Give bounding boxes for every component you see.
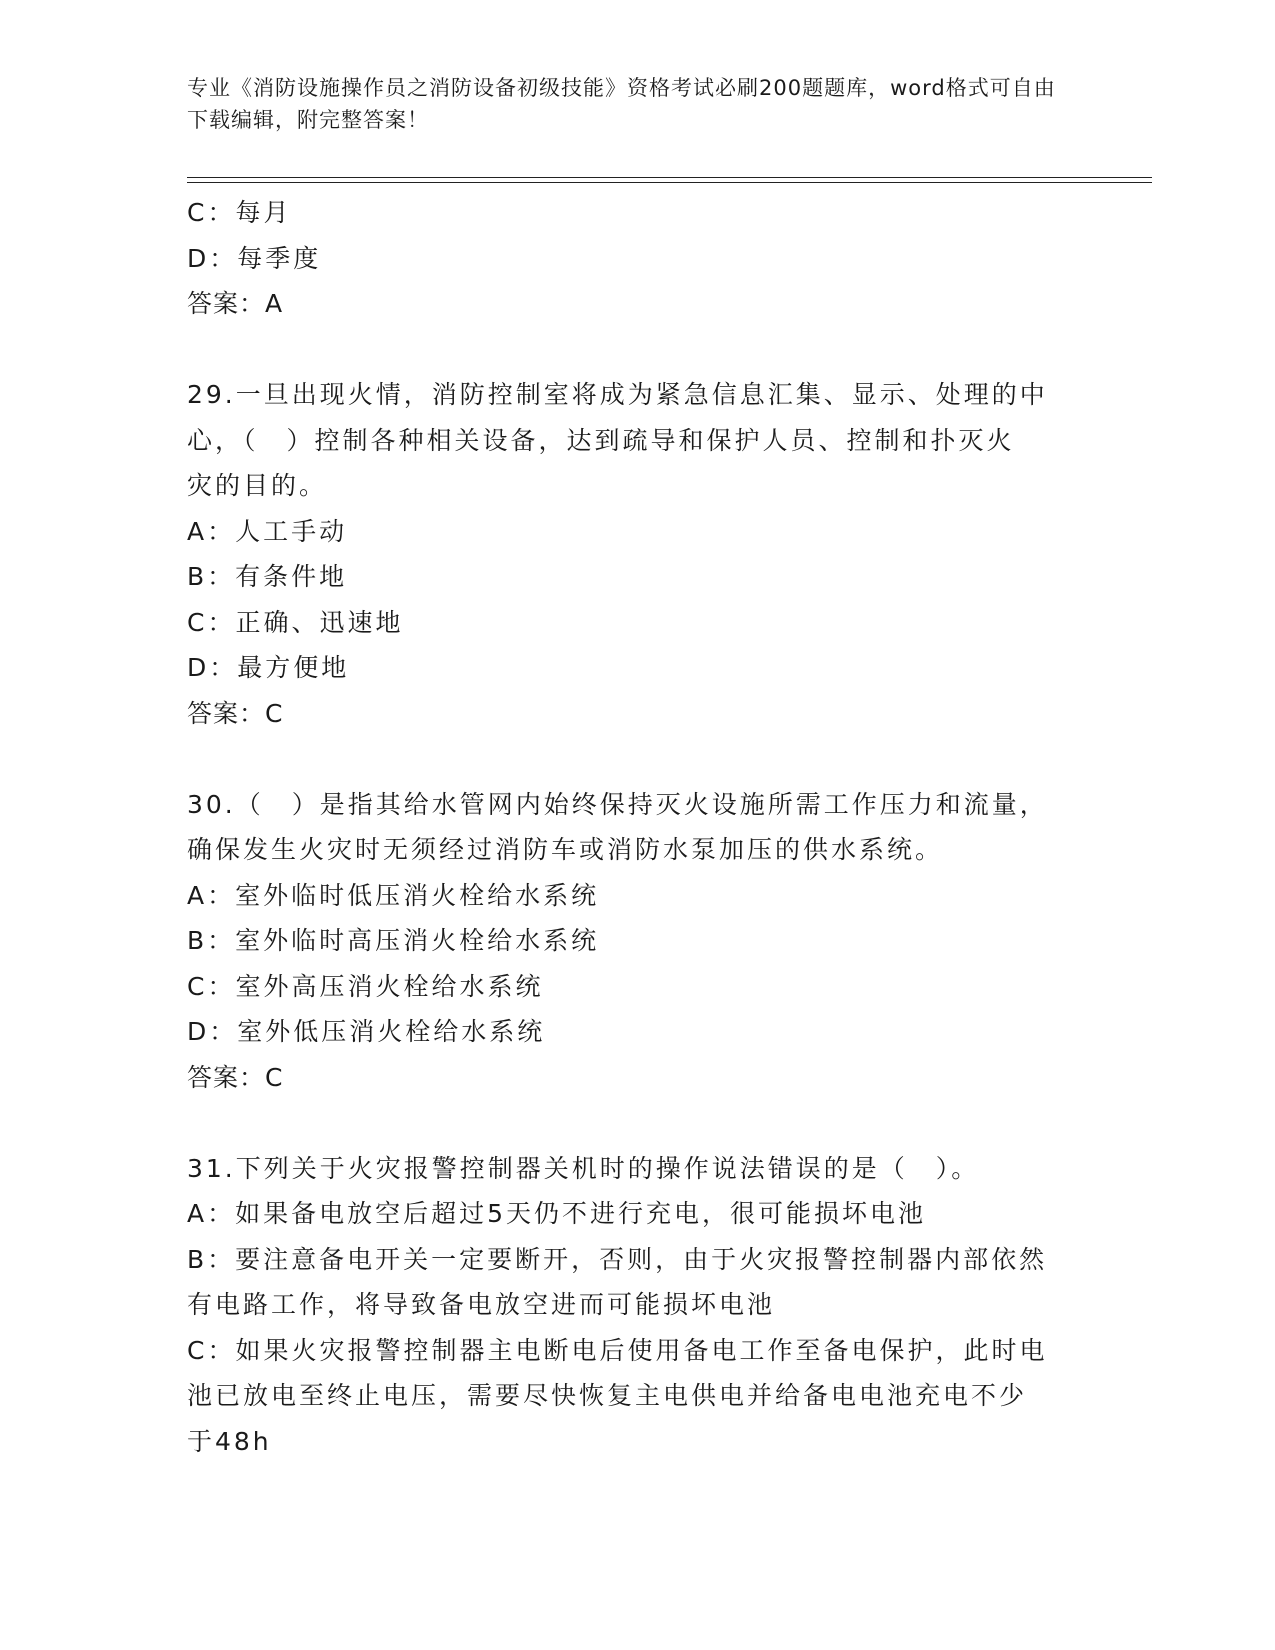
header-rule-bottom [187, 182, 1152, 183]
option-b-continued: 有电路工作，将导致备电放空进而可能损坏电池 [187, 1290, 776, 1319]
answer: 答案：C [187, 1062, 284, 1092]
question-content [187, 190, 1067, 1464]
option-b: B：有条件地 [187, 562, 348, 591]
question-line: 29.一旦出现火情，消防控制室将成为紧急信息汇集、显示、处理的中 [187, 380, 1048, 409]
question-line: 心，（ ）控制各种相关设备，达到疏导和保护人员、控制和扑灭火 [187, 425, 1015, 455]
question-30 [187, 782, 1067, 1101]
option-c-continued: 池已放电至终止电压，需要尽快恢复主电供电并给备电电池充电不少 [187, 1381, 1028, 1410]
question-line: 31.下列关于火灾报警控制器关机时的操作说法错误的是（ ）。 [187, 1153, 980, 1183]
question-line: 30.（ ）是指其给水管网内始终保持灭火设施所需工作压力和流量， [187, 789, 1048, 819]
option-a: A：室外临时低压消火栓给水系统 [187, 880, 600, 910]
option-d: D：每季度 [187, 243, 322, 273]
option-c: C：每月 [187, 198, 292, 227]
header-rule-top [187, 177, 1152, 178]
option-a: A：如果备电放空后超过5天仍不进行充电，很可能损坏电池 [187, 1199, 927, 1228]
document-header [187, 72, 1067, 136]
option-c: C：室外高压消火栓给水系统 [187, 971, 544, 1001]
option-b: B：室外临时高压消火栓给水系统 [187, 926, 600, 955]
option-c: C：正确、迅速地 [187, 607, 404, 637]
header-text: 专业《消防设施操作员之消防设备初级技能》资格考试必刷200题题库，word格式可自由下载编辑，附完整答案！ [187, 76, 1056, 132]
option-a: A：人工手动 [187, 516, 348, 546]
option-b: B：要注意备电开关一定要断开，否则，由于火灾报警控制器内部依然 [187, 1244, 1048, 1274]
answer: 答案：C [187, 698, 284, 728]
option-c: C：如果火灾报警控制器主电断电后使用备电工作至备电保护，此时电 [187, 1335, 1048, 1365]
question-29 [187, 372, 1067, 736]
option-c-continued: 于48h [187, 1426, 272, 1456]
option-d: D：最方便地 [187, 653, 350, 682]
question-31 [187, 1146, 1067, 1465]
question-line: 灾的目的。 [187, 471, 328, 500]
answer: 答案：A [187, 289, 284, 318]
previous-question-tail [187, 190, 1067, 327]
option-d: D：室外低压消火栓给水系统 [187, 1017, 546, 1046]
question-line: 确保发生火灾时无须经过消防车或消防水泵加压的供水系统。 [187, 835, 944, 864]
